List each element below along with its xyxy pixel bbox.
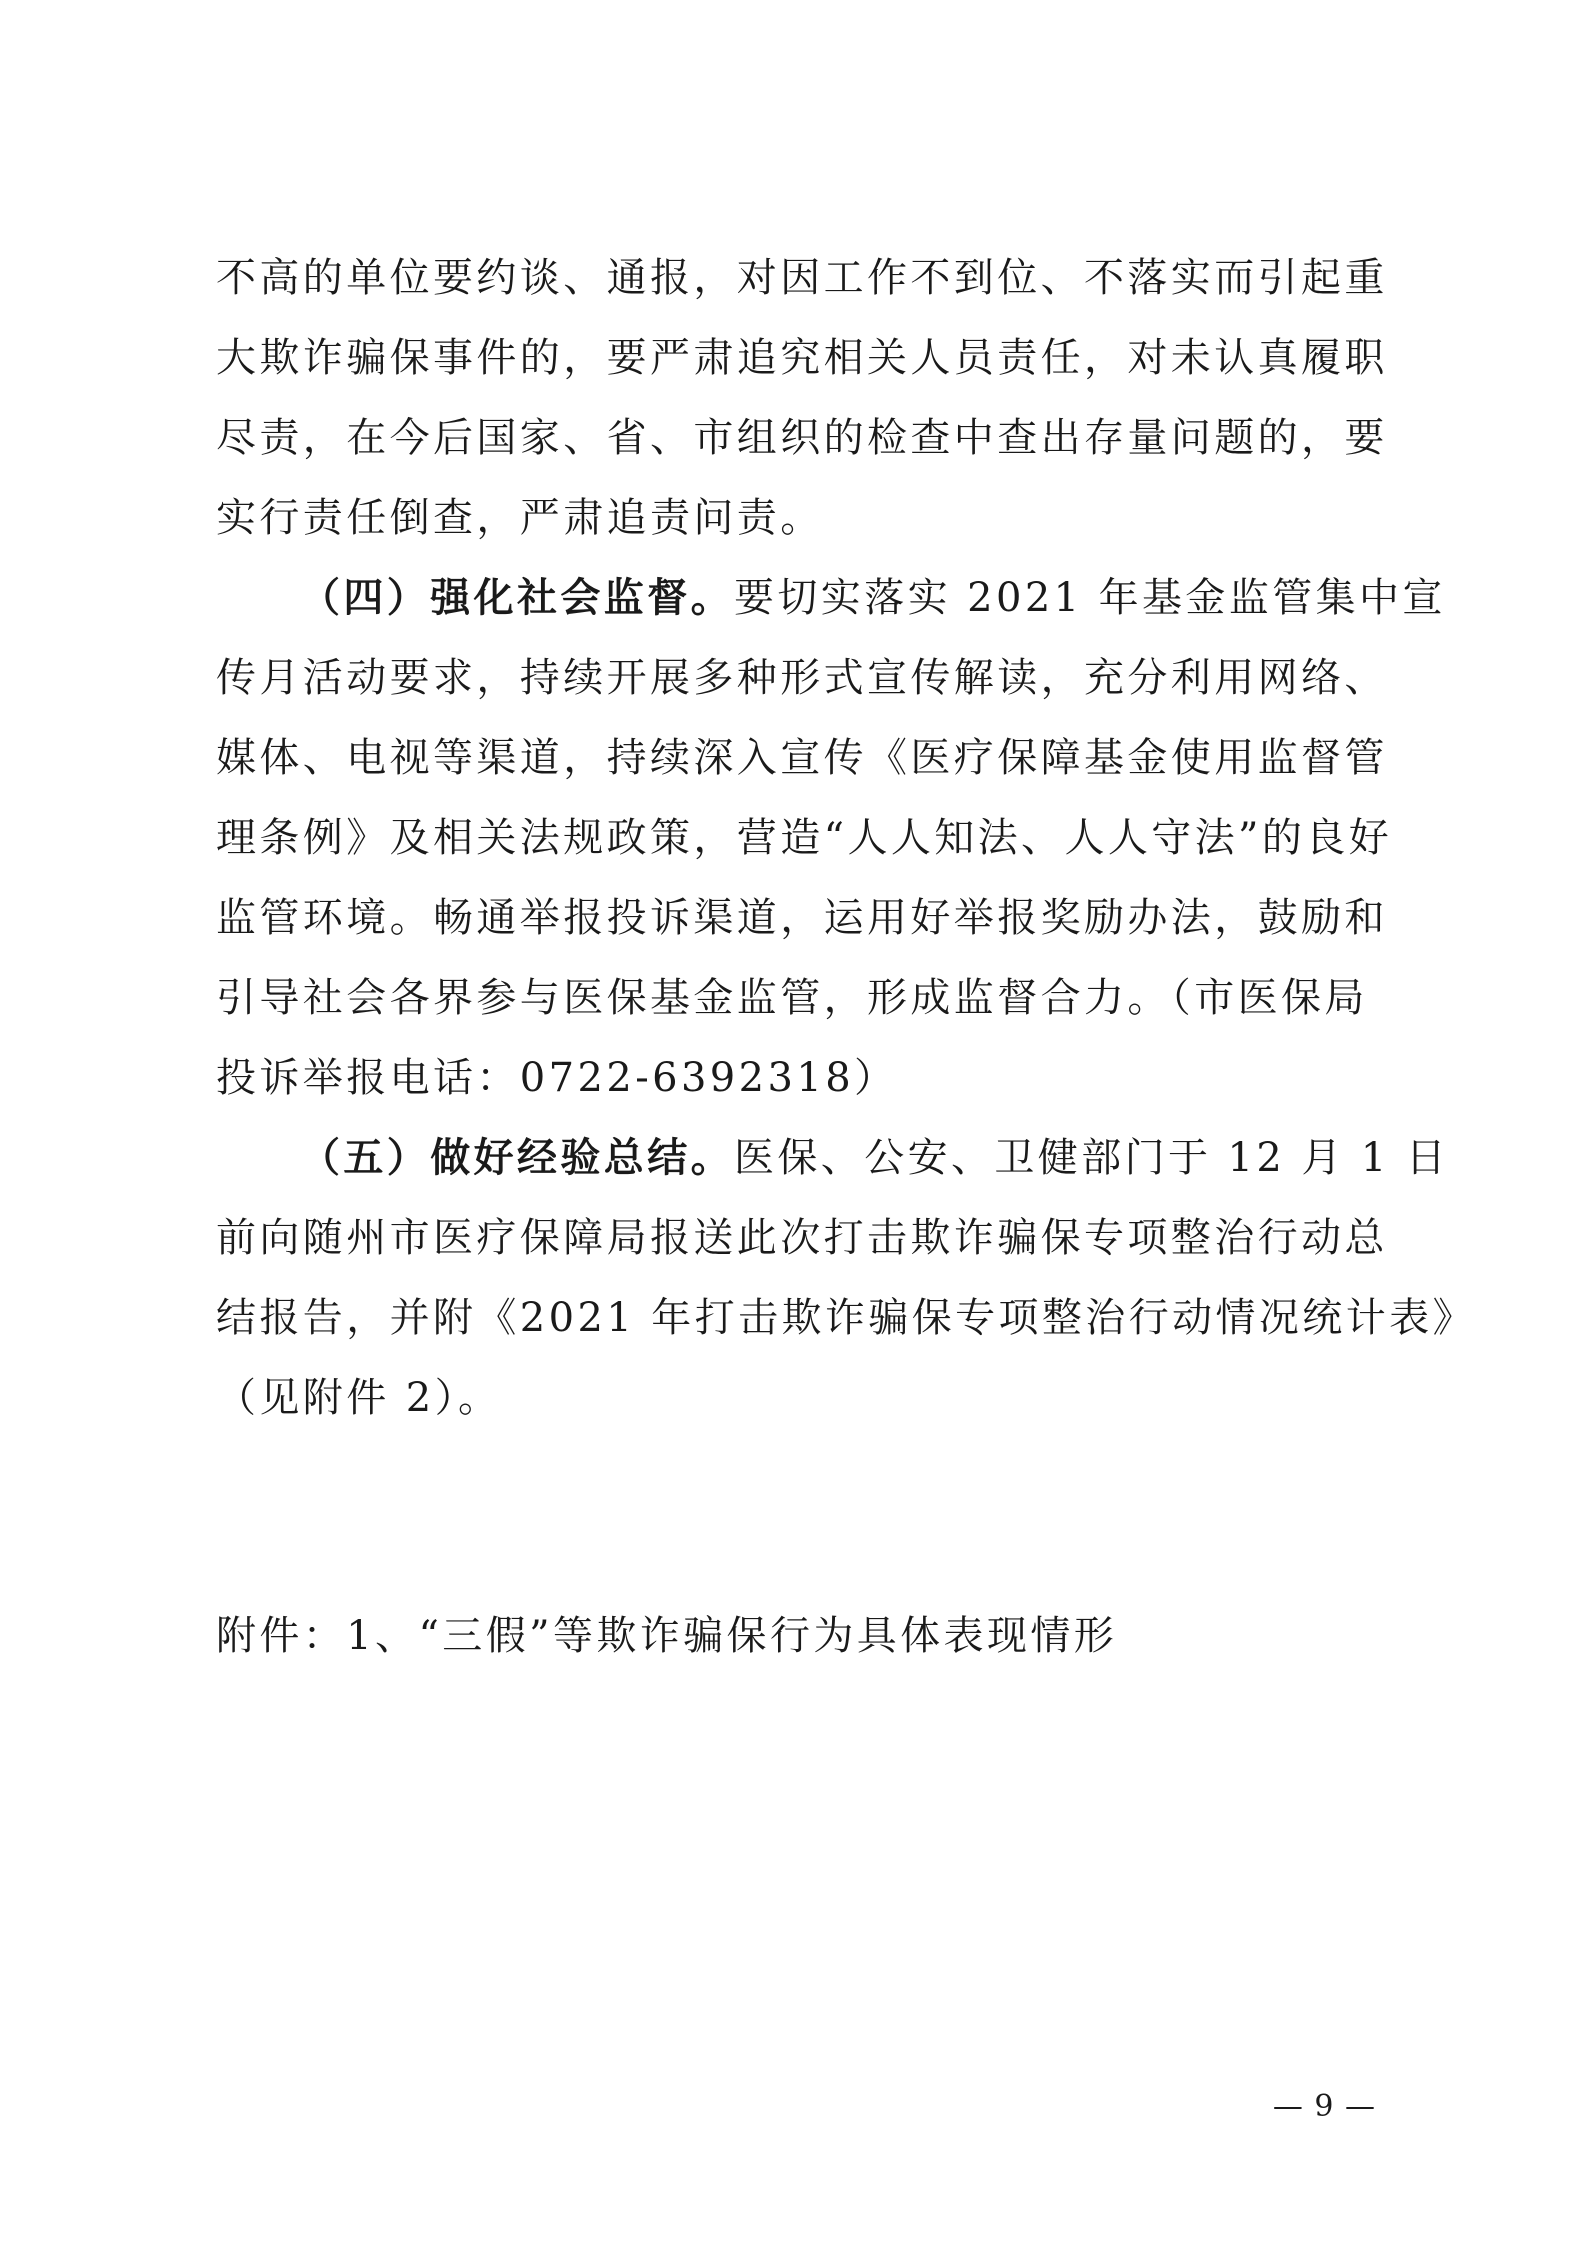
paragraph-line: 前向随州市医疗保障局报送此次打击欺诈骗保专项整治行动总	[216, 1215, 1388, 1261]
paragraph-line: 尽责，在今后国家、省、市组织的检查中查出存量问题的，要	[216, 415, 1388, 461]
paragraph-line: 理条例》及相关法规政策，营造“人人知法、人人守法”的良好	[216, 815, 1393, 861]
paragraph-line: 监管环境。畅通举报投诉渠道，运用好举报奖励办法，鼓励和	[216, 895, 1388, 941]
paragraph-line: 大欺诈骗保事件的，要严肃追究相关人员责任，对未认真履职	[216, 335, 1388, 381]
paragraph-line: 媒体、电视等渠道，持续深入宣传《医疗保障基金使用监督管	[216, 735, 1388, 781]
attachment-note: 附件：1、“三假”等欺诈骗保行为具体表现情形	[216, 1613, 1118, 1659]
paragraph-text: 医保、公安、卫健部门于 12 月 1 日	[734, 1135, 1450, 1181]
paragraph-line: 引导社会各界参与医保基金监管，形成监督合力。（市医保局	[216, 975, 1368, 1021]
paragraph-first-line	[300, 1134, 1450, 1181]
paragraph-line: 传月活动要求，持续开展多种形式宣传解读，充分利用网络、	[216, 655, 1388, 701]
paragraph-line: 投诉举报电话：0722-6392318）	[216, 1055, 898, 1101]
section-heading: （五）做好经验总结。	[300, 1134, 734, 1181]
paragraph-line: 结报告，并附《2021 年打击欺诈骗保专项整治行动情况统计表》	[216, 1295, 1476, 1341]
page-number: — 9 —	[1272, 2089, 1376, 2124]
paragraph-first-line	[300, 574, 1446, 621]
section-heading: （四）强化社会监督。	[300, 574, 734, 621]
paragraph-line: 不高的单位要约谈、通报，对因工作不到位、不落实而引起重	[216, 255, 1388, 301]
paragraph-line: 实行责任倒查，严肃追责问责。	[216, 495, 824, 541]
paragraph-line: （见附件 2）。	[216, 1375, 502, 1421]
paragraph-text: 要切实落实 2021 年基金监管集中宣	[734, 575, 1446, 621]
